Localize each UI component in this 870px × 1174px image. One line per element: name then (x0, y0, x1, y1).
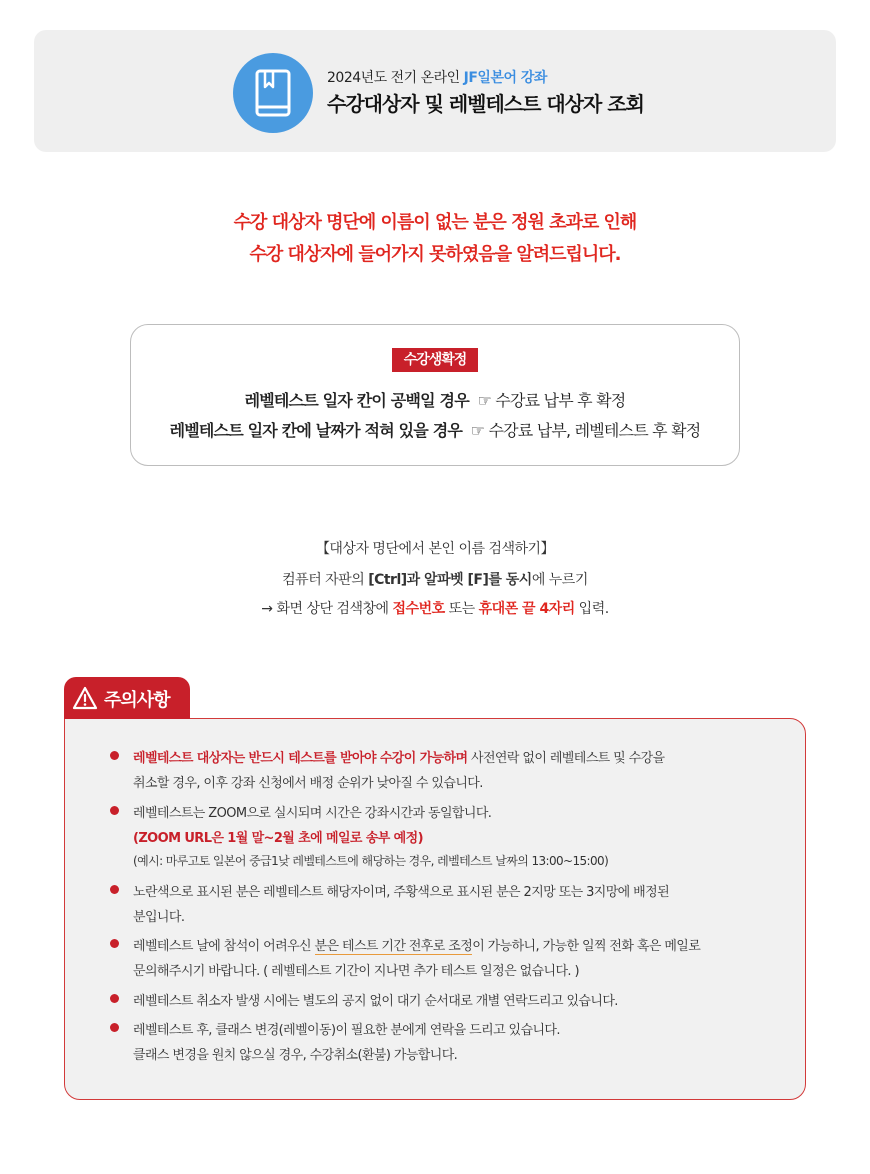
header-accent: JF일본어 강좌 (463, 70, 547, 86)
caution-item-6-line-2: 클래스 변경을 원치 않으실 경우, 수강취소(환불) 가능합니다. (133, 1048, 458, 1063)
bullet-icon (110, 806, 119, 815)
bullet-icon (110, 939, 119, 948)
caution-item-3: 노란색으로 표시된 분은 레벨테스트 해당자이며, 주황색으로 표시된 분은 2지망 또는 3지망에 배정된 (133, 885, 670, 900)
warning-icon (72, 686, 98, 710)
caution-item-5: 레벨테스트 취소자 발생 시에는 별도의 공지 없이 대기 순서대로 개별 연락드리고 있습니다. (133, 994, 618, 1009)
search-line-2: 컴퓨터 자판의 [Ctrl]과 알파벳 [F]를 동시에 누르기 (282, 572, 588, 588)
bullet-icon (110, 885, 119, 894)
bullet-icon (110, 1023, 119, 1032)
caution-item-2-line-2: (ZOOM URL은 1월 말~2월 초에 메일로 송부 예정) (133, 831, 423, 846)
caution-title: 주의사항 (104, 690, 170, 711)
caution-item-2: 레벨테스트는 ZOOM으로 실시되며 시간은 강좌시간과 동일합니다. (133, 806, 492, 821)
bullet-icon (110, 751, 119, 760)
notice-line-1: 수강 대상자 명단에 이름이 없는 분은 정원 초과로 인해 (233, 212, 637, 233)
caution-item-6: 레벨테스트 후, 클래스 변경(레벨이동)이 필요한 분에게 연락을 드리고 있습니다. (133, 1023, 560, 1038)
bullet-icon (110, 994, 119, 1003)
confirm-row-2: 레벨테스트 일자 칸에 날짜가 적혀 있을 경우 ☞ 수강료 납부, 레벨테스트 후 확정 (169, 421, 701, 440)
caution-item-4: 레벨테스트 날에 참석이 어려우신 분은 테스트 기간 전후로 조정이 가능하니, 가능한 일찍 전화 혹은 메일로 (133, 939, 701, 954)
pointer-icon: ☞ (470, 421, 485, 440)
book-icon (233, 53, 313, 133)
page-title: 수강대상자 및 레벨테스트 대상자 조회 (327, 92, 644, 116)
pointer-icon: ☞ (477, 391, 491, 410)
confirm-badge: 수강생확정 (392, 348, 478, 372)
caution-item-1-line-2: 취소할 경우, 이후 강좌 신청에서 배정 순위가 낮아질 수 있습니다. (133, 776, 483, 791)
caution-item-3-line-2: 분입니다. (133, 910, 185, 925)
search-title: 【대상자 명단에서 본인 이름 검색하기】 (315, 541, 555, 557)
caution-tab (64, 677, 190, 719)
caution-item-2-line-3: (예시: 마루고토 일본어 중급1낮 레벨테스트에 해당하는 경우, 레벨테스트 날짜의 13:00~15:00) (133, 854, 609, 868)
caution-item-1: 레벨테스트 대상자는 반드시 테스트를 받아야 수강이 가능하며 사전연락 없이 레벨테스트 및 수강을 (133, 751, 665, 766)
header-subtitle: 2024년도 전기 온라인 JF일본어 강좌 (327, 70, 547, 86)
caution-item-4-line-2: 문의해주시기 바랍니다. ( 레벨테스트 기간이 지나면 추가 테스트 일정은 없습니다. ) (133, 964, 579, 979)
confirm-row-1: 레벨테스트 일자 칸이 공백일 경우 ☞ 수강료 납부 후 확정 (244, 391, 626, 410)
search-line-3: → 화면 상단 검색창에 접수번호 또는 휴대폰 끝 4자리 입력. (261, 601, 609, 617)
notice-line-2: 수강 대상자에 들어가지 못하였음을 알려드립니다. (249, 244, 621, 265)
